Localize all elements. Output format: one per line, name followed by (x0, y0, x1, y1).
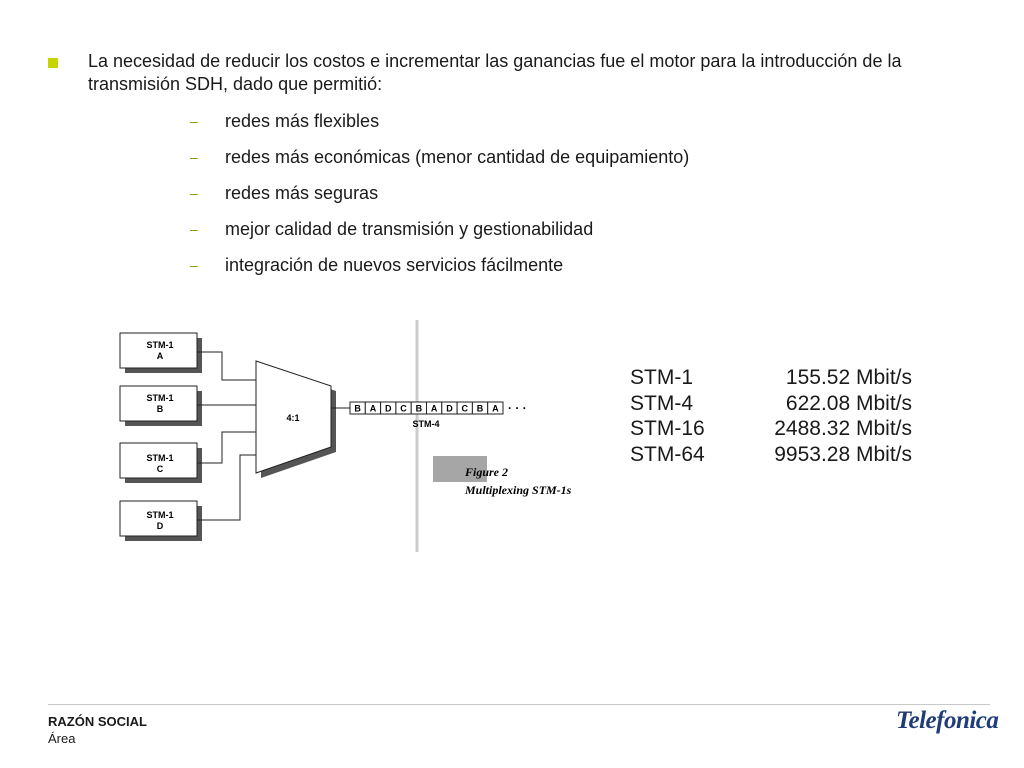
frame-letter: B (415, 403, 423, 414)
input-stm1-d (120, 501, 202, 541)
rate-value: 155.52 Mbit/s (785, 366, 912, 389)
rate-value: 2488.32 Mbit/s (774, 417, 912, 440)
input-stm1-b (120, 386, 202, 426)
frame-letter: D (446, 403, 453, 414)
input-label: STM-1 (146, 453, 174, 463)
list-item: – mejor calidad de transmisión y gestionabilidad (190, 216, 689, 252)
input-stm1-a (120, 333, 202, 373)
frame-letter: B (476, 403, 484, 414)
company-name: RAZÓN SOCIAL (48, 714, 147, 729)
rate-row (630, 416, 920, 442)
dash-icon: – (190, 257, 198, 273)
input-letter: C (156, 464, 164, 474)
mux-label: 4:1 (286, 413, 300, 423)
dash-icon: – (190, 185, 198, 201)
multiplexer (256, 361, 336, 478)
input-label: STM-1 (146, 393, 174, 403)
stm4-frames (350, 402, 503, 414)
figure-caption-subtitle: Multiplexing STM-1s (465, 483, 572, 497)
frame-letter: A (369, 403, 377, 414)
intro-text: La necesidad de reducir los costos e incrementar las ganancias fue el motor para la introducción de la transmisión SDH, dado que permitió: (88, 51, 902, 94)
rate-value: 622.08 Mbit/s (785, 391, 912, 415)
figure-caption-title: Figure 2 (465, 465, 509, 479)
rate-name: STM-16 (630, 417, 705, 440)
input-stm1-c (120, 443, 202, 483)
dash-icon: – (190, 149, 198, 165)
dash-icon: – (190, 113, 198, 129)
rate-value: 9953.28 Mbit/s (774, 442, 912, 466)
frame-letter: B (354, 403, 361, 414)
frame-letter: A (430, 403, 438, 414)
rate-name: STM-1 (630, 366, 693, 389)
dash-icon: – (190, 221, 198, 237)
rate-table (630, 365, 920, 467)
input-label: STM-1 (146, 510, 174, 520)
frame-letter: C (461, 403, 468, 414)
input-letter: B (156, 404, 164, 414)
list-item: – redes más seguras (190, 180, 689, 216)
input-label: STM-1 (146, 340, 174, 350)
list-item: – integración de nuevos servicios fácilmente (190, 252, 689, 288)
rate-name: STM-64 (630, 442, 705, 466)
telefonica-logo: Telefonica (896, 707, 999, 734)
rate-name: STM-4 (630, 391, 693, 415)
rate-row (630, 442, 920, 468)
footer-divider (48, 704, 990, 705)
input-letter: A (156, 351, 164, 361)
list-item: – redes más económicas (menor cantidad de equipamiento) (190, 144, 689, 180)
output-label: STM-4 (412, 419, 440, 429)
frame-letter: A (492, 403, 499, 414)
area-label: Área (48, 731, 76, 746)
frame-letter: C (400, 403, 407, 414)
rate-row (630, 365, 920, 391)
rate-row (630, 391, 920, 417)
input-letter: D (156, 521, 164, 531)
continuation-dots: · · · (508, 401, 527, 415)
list-item: – redes más flexibles (190, 108, 689, 144)
frame-letter: D (385, 403, 392, 414)
connector-lines (197, 352, 256, 520)
